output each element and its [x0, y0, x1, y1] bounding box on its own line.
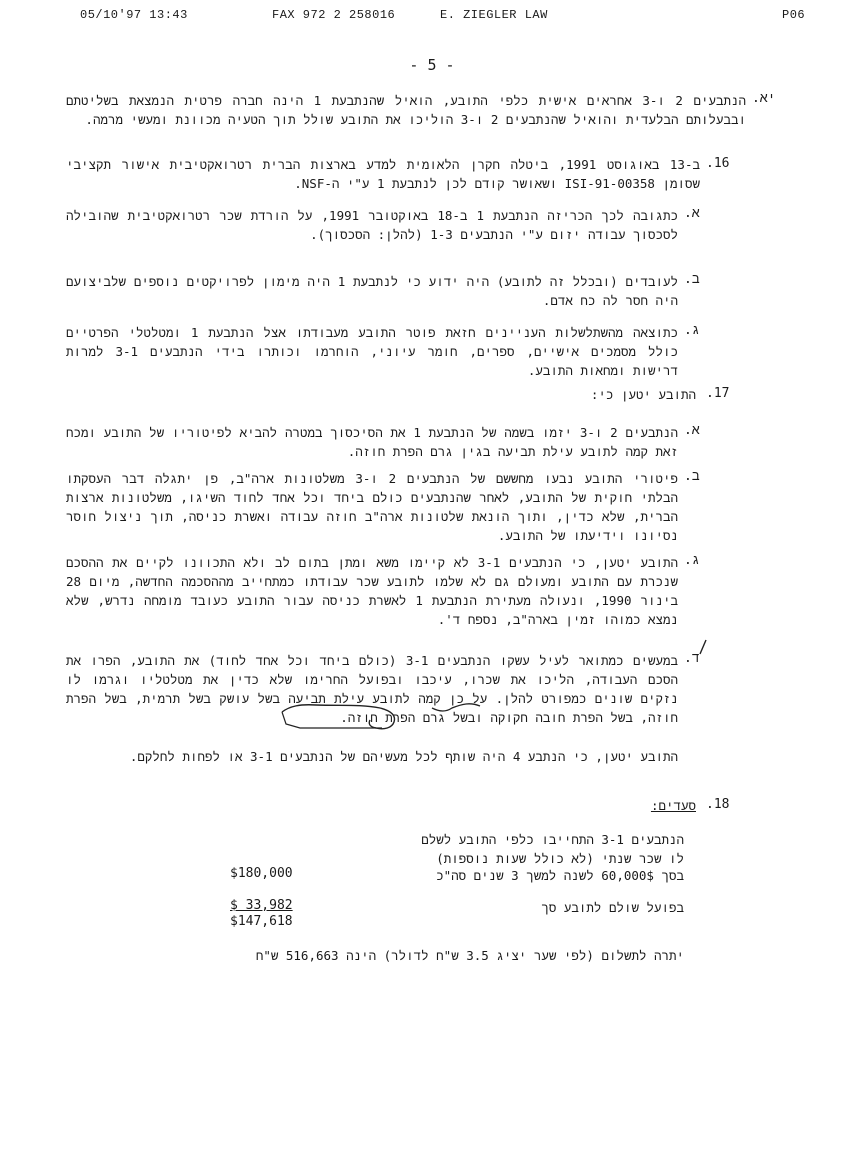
item-mark: יא. [752, 91, 776, 106]
total-amount: $180,000 [230, 866, 293, 881]
paragraph-17-g: התובע יטען, כי הנתבעים 3-1 לא קיימו משא ומתן בתום לב ולא התכוונו לקיים את ההסכם שנכרת עם התובע ומעולם גם לא שלמו לתובע שכר עבודתו כמתחייב מההסכמה החדשה, מיום 28 בינור 1990, ונעולה מעתירת הנתבעת 1 לאשרת כניסה עבור התובע כעובד מומחה נדרש, שלא נמצא כמוהו זמין בארה"ב, נספח ד'. [66, 555, 678, 627]
item-mark: ב. [684, 469, 700, 484]
remedies-intro-line-2: לו שכר שנתי (לא כולל שעות נוספות) [436, 851, 684, 866]
paid-amount: $ 33,982 [230, 898, 293, 913]
balance-line: יתרה לתשלום (לפי שער יציג 3.5 ש"ח לדולר) הינה 516,663 ש"ח [255, 948, 684, 963]
paragraph-16: ב-13 באוגוסט 1991, ביטלה חקרן הלאומית למדע בארצות הברית רטרואקטיבית אישור תקציבי שסומן ISI-91-00358 ושאושר קודם לכן לנתבעת 1 ע"י ה-NSF. [66, 157, 700, 191]
balance-amount: $147,618 [230, 914, 293, 929]
item-mark: ד. [684, 651, 700, 666]
paragraph-17-a: הנתבעים 2 ו-3 יזמו בשמה של הנתבעת 1 את הסיכסוך במטרה להביא לפיטוריו של התובע ומכח זאת קמה לתובע עילת תביעה בגין גרם הפרת חוזה. [66, 425, 678, 459]
section-number-17: .17 [706, 386, 730, 401]
fax-page: P06 [782, 8, 806, 22]
remedies-intro-line-3: בסך 60,000$ לשנה למשך 3 שנים סה"כ [436, 868, 684, 883]
paragraph-16-a: כתגובה לכך הכריזה הנתבעת 1 ב-18 באוקטובר 1991, על הורדת שכר רטרואקטיבית שהובילה לסכסוך עבודה יזום ע"י הנתבעים 1-3 (להלן: הסכסוך). [66, 208, 678, 242]
paragraph-16-g: כתוצאה מהשתלשלות העניינים חזאת פוטר התובע מעבודתו אצל הנתבעת 1 ומטלטלי הפרטיים כולל מסמכים אישיים, ספרים, חומר עיוני, הוחרמו וכותרו בידי הנתבעים 3-1 למרות דרישות ומחאות התובע. [66, 325, 678, 378]
fax-datetime: 05/10'97 13:43 [80, 8, 188, 22]
paragraph-15-ya: הנתבעים 2 ו-3 אחראים אישית כלפי התובע, הואיל שהנתבעת 1 הינה חברה פרטית הנמצאת בשליטתם ובבעלותם הבלעדית והואיל שהנתבעים 2 ו-3 הוליכו את התובע שולל תוך הטעיה מכוונת ומעשי מרמה. [66, 93, 746, 127]
section-number-18: .18 [706, 797, 730, 812]
paragraph-17-d: במעשים כמתואר לעיל עשקו הנתבעים 3-1 (כולם ביחד וכל אחד לחוד) את התובע, הפרו את הסכם העבודה, הליכו את שכרו, עיכבו ובפועל החרימו שלא כדין את מטלטליו וגרמו לו נזקים שונים כמפורט להלן. על כן קמה לתובע עילת תביעה בשל עושק בשל תרמית, בשל הפרת חוזה, בשל הפרת חובה חקוקה ובשל גרם הפרת חוזה. [66, 653, 678, 725]
remedies-intro-line-1: הנתבעים 3-1 התחייבו כלפי התובע לשלם [421, 832, 684, 847]
remedies-title: סעדים: [650, 798, 696, 813]
paid-label: בפועל שולם לתובע סך [541, 900, 684, 915]
paragraph-16-b: לעובדים (ובכלל זה לתובע) היה ידוע כי לנתבעת 1 היה מימון לפרויקטים נוספים שלביצועם היה חסר לה כח אדם. [66, 274, 678, 308]
item-mark: ב. [684, 272, 700, 287]
item-mark: ג. [684, 323, 700, 338]
item-mark: א. [684, 423, 700, 438]
paragraph-17-intro: התובע יטען כי: [590, 387, 696, 402]
item-mark: ג. [684, 553, 700, 568]
fax-header [0, 8, 864, 26]
section-number-16: .16 [706, 156, 730, 171]
fax-firm: E. ZIEGLER LAW [440, 8, 548, 22]
item-mark: א. [684, 206, 700, 221]
page-number: - 5 - [409, 56, 455, 74]
fax-number: FAX 972 2 258016 [272, 8, 396, 22]
paragraph-17-b: פיטורי התובע נבעו מחששם של הנתבעים 2 ו-3 משלטונות ארה"ב, פן יתגלה דבר העסקתו הבלתי חוקית של התובע, לאחר שהנתבעים כולם ביחד וכל אחד לחוד השיגו, משלטונות ארצות הברית, שלא כדין, ותוך הונאת שלטונות ארה"ב חוזה עבודה ואשרת כניסה, תוך ניצול חוסר נסיונו וידיעתו של התובע. [66, 471, 678, 543]
paragraph-17-closing: התובע יטען, כי הנתבע 4 היה שותף לכל מעשיהם של הנתבעים 3-1 או לפחות לחלקם. [129, 749, 678, 764]
